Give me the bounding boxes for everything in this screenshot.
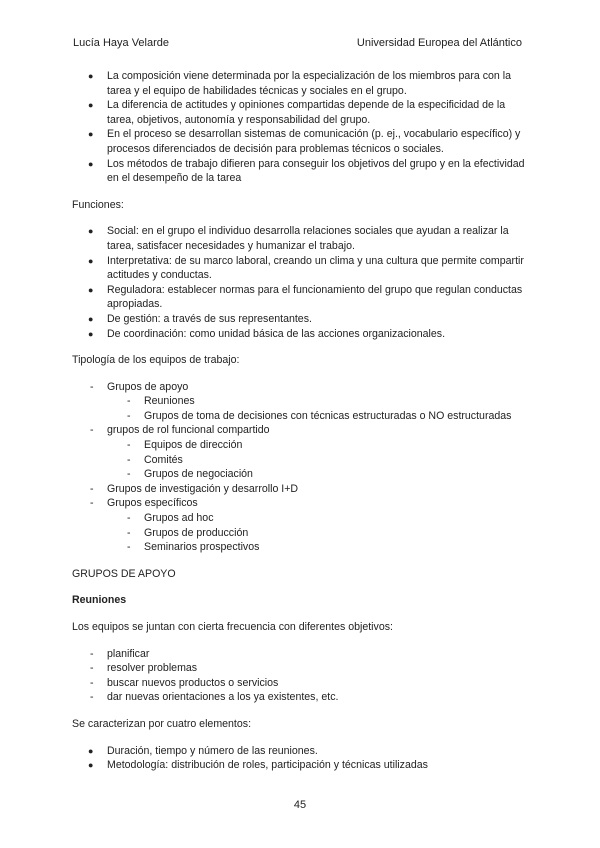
list-item: ● Interpretativa: de su marco laboral, creando un clima y una cultura que permite compartir actitudes y conductas. — [72, 254, 528, 283]
list-item: - Grupos de producción — [72, 526, 528, 541]
funciones-list — [72, 224, 528, 341]
list-item: ● La composición viene determinada por la especialización de los miembros para con la tarea y el equipo de habilidades técnicas y sociales en el grupo. — [72, 69, 528, 98]
page-content — [72, 69, 528, 773]
list-item: - buscar nuevos productos o servicios — [72, 676, 528, 691]
list-item: ● Reguladora: establecer normas para el funcionamiento del grupo que regulan conductas apropiadas. — [72, 283, 528, 312]
tipologia-list — [72, 380, 528, 555]
list-item: - Grupos de toma de decisiones con técnicas estructuradas o NO estructuradas — [72, 409, 528, 424]
list-item: - planificar — [72, 647, 528, 662]
list-item: ● En el proceso se desarrollan sistemas de comunicación (p. ej., vocabulario específico) y procesos diferenciados de decisión para problemas técnicos o sociales. — [72, 127, 528, 156]
list-item: - Equipos de dirección — [72, 438, 528, 453]
list-item: - Comités — [72, 453, 528, 468]
funciones-heading: Funciones: — [72, 198, 124, 211]
list-item: - Seminarios prospectivos — [72, 540, 528, 555]
sub-list — [107, 511, 528, 555]
list-item: - dar nuevas orientaciones a los ya existentes, etc. — [72, 690, 528, 705]
paragraph: Los equipos se juntan con cierta frecuencia con diferentes objetivos: — [72, 621, 393, 633]
paragraph: Se caracterizan por cuatro elementos: — [72, 717, 252, 730]
sub-list — [107, 438, 528, 482]
tipologia-heading: Tipología de los equipos de trabajo: — [72, 354, 240, 367]
list-item — [72, 482, 528, 497]
header-university: Universidad Europea del Atlántico — [356, 37, 522, 49]
objetivos-list — [72, 647, 528, 705]
list-item: ● De gestión: a través de sus representantes. — [72, 312, 528, 327]
list-item: - Grupos ad hoc — [72, 511, 528, 526]
sub-list — [107, 394, 528, 423]
intro-bullet-list — [72, 69, 528, 186]
list-item: - resolver problemas — [72, 661, 528, 676]
list-item — [72, 496, 528, 554]
section-subtitle: Reuniones — [72, 594, 127, 607]
page-header — [73, 36, 522, 51]
section-title: GRUPOS DE APOYO — [72, 567, 176, 580]
list-item — [72, 423, 528, 481]
list-item: ● Duración, tiempo y número de las reuniones. — [72, 744, 528, 759]
list-item: ● La diferencia de actitudes y opiniones compartidas depende de la especificidad de la tarea, objetivos, autonomía y responsabilidad del grupo. — [72, 98, 528, 127]
list-item: ● Social: en el grupo el individuo desarrolla relaciones sociales que ayudan a realizar la tarea, satisfacer necesidades y humanizar el trabajo. — [72, 224, 528, 253]
elements-list — [72, 744, 528, 773]
group-label: Grupos específicos — [107, 497, 198, 510]
list-item — [72, 380, 528, 424]
group-label: grupos de rol funcional compartido — [107, 424, 270, 437]
list-item: - Reuniones — [72, 394, 528, 409]
header-author: Lucía Haya Velarde — [73, 37, 170, 49]
list-item: ● De coordinación: como unidad básica de las acciones organizacionales. — [72, 327, 528, 342]
list-item: ● Metodología: distribución de roles, participación y técnicas utilizadas — [72, 758, 528, 773]
group-label: Grupos de apoyo — [107, 380, 189, 393]
group-label: Grupos de investigación y desarrollo I+D — [107, 482, 299, 495]
page-number: 45 — [293, 799, 307, 811]
list-item: ● Los métodos de trabajo difieren para conseguir los objetivos del grupo y en la efectividad en el desempeño de la tarea — [72, 157, 528, 186]
list-item: - Grupos de negociación — [72, 467, 528, 482]
